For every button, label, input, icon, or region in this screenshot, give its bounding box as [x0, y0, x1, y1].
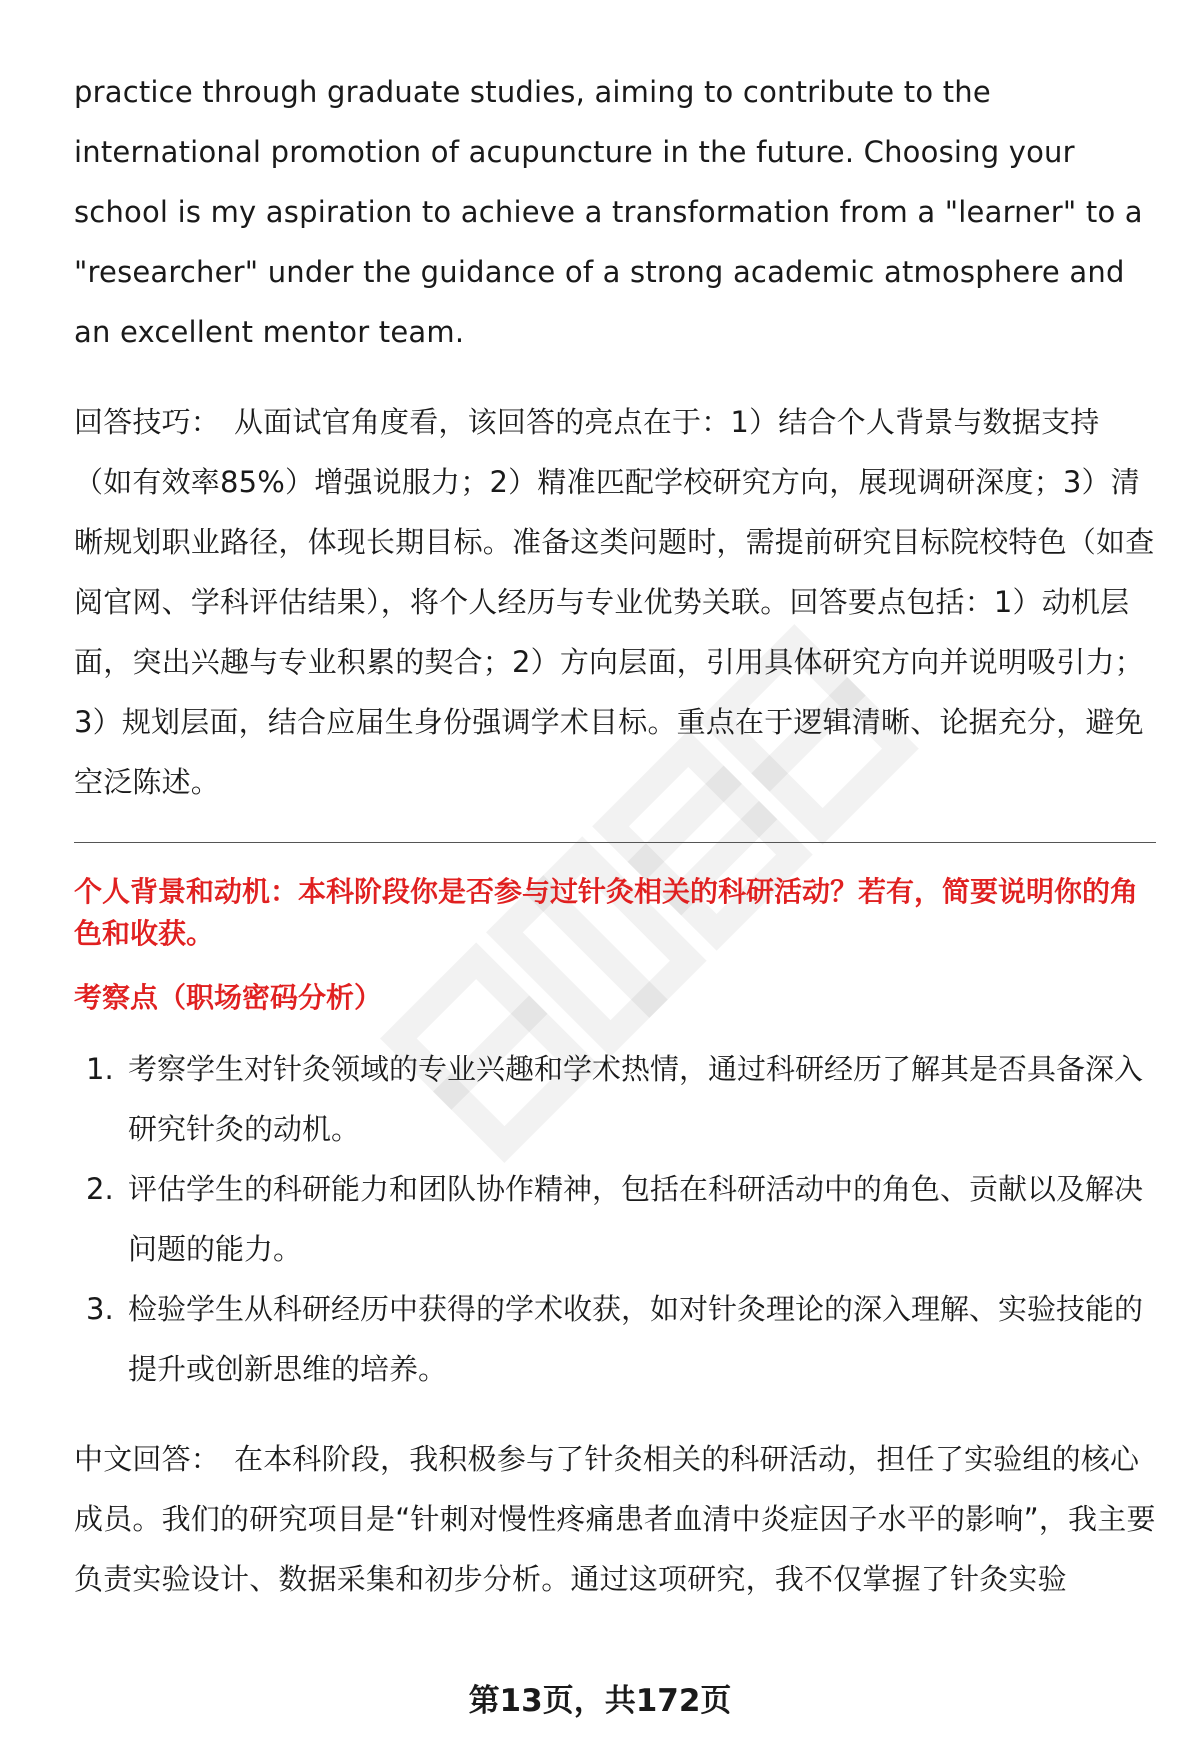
tips-paragraph [74, 392, 1156, 812]
answer-paragraph [74, 1429, 1156, 1609]
list-item [74, 1159, 1156, 1279]
document-page [74, 62, 1156, 1609]
english-paragraph: practice through graduate studies, aiming to contribute to the international promotion of acupuncture in the future. Choosing your school is my aspiration to achieve a transformation from a "learner" to a "researcher" under the guidance of a strong academic atmosphere and an excellent mentor team. [74, 75, 1143, 349]
page-number: 第13页，共172页 [468, 1683, 732, 1719]
tips-text: 从面试官角度看，该回答的亮点在于：1）结合个人背景与数据支持（如有效率85%）增强说服力；2）精准匹配学校研究方向，展现调研深度；3）清晰规划职业路径，体现长期目标。准备这类问题时，需提前研究目标院校特色（如查阅官网、学科评估结果），将个人经历与专业优势关联。回答要点包括：1）动机层面，突出兴趣与专业积累的契合；2）方向层面，引用具体研究方向并说明吸引力；3）规划层面，结合应届生身份强调学术目标。重点在于逻辑清晰、论据充分，避免空泛陈述。 [74, 405, 1155, 799]
analysis-points-list [74, 1039, 1156, 1399]
list-item-text: 检验学生从科研经历中获得的学术收获，如对针灸理论的深入理解、实验技能的提升或创新思维的培养。 [128, 1292, 1144, 1386]
section-divider [74, 842, 1156, 843]
list-item-number: 2. [86, 1172, 114, 1206]
answer-text: 在本科阶段，我积极参与了针灸相关的科研活动，担任了实验组的核心成员。我们的研究项目是“针刺对慢性疼痛患者血清中炎症因子水平的影响”，我主要负责实验设计、数据采集和初步分析。通过这项研究，我不仅掌握了针灸实验 [74, 1442, 1156, 1596]
question-title: 个人背景和动机：本科阶段你是否参与过针灸相关的科研活动？若有，简要说明你的角色和收获。 [74, 875, 1139, 950]
list-item-text: 考察学生对针灸领域的专业兴趣和学术热情，通过科研经历了解其是否具备深入研究针灸的动机。 [128, 1052, 1144, 1146]
list-item-number: 1. [86, 1052, 114, 1086]
tips-label: 回答技巧： [74, 405, 221, 439]
analysis-subheading: 考察点（职场密码分析） [74, 981, 383, 1014]
list-item [74, 1039, 1156, 1159]
list-item-text: 评估学生的科研能力和团队协作精神，包括在科研活动中的角色、贡献以及解决问题的能力。 [128, 1172, 1144, 1266]
answer-label: 中文回答： [74, 1442, 221, 1476]
list-item-number: 3. [86, 1292, 114, 1326]
list-item [74, 1279, 1156, 1399]
